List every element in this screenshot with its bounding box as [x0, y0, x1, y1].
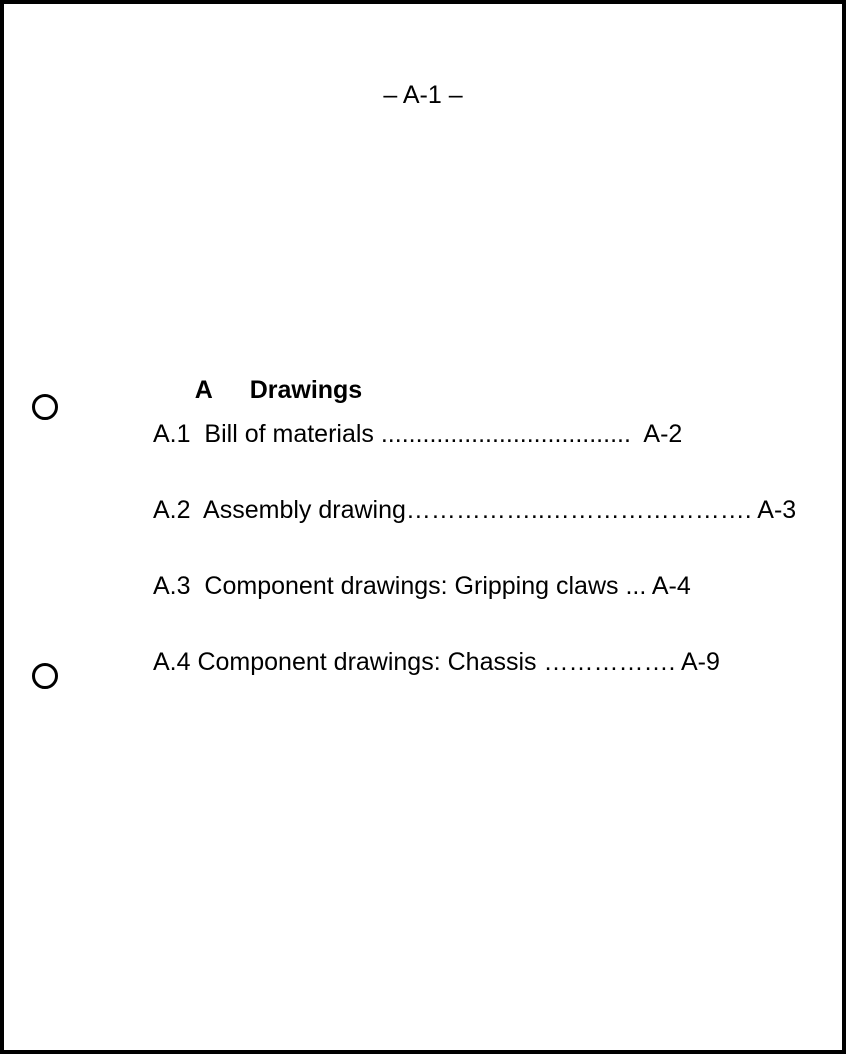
- toc-entry-a1: A.1 Bill of materials .................................... A-2: [153, 420, 683, 448]
- section-title: Drawings: [249, 376, 363, 404]
- page-number: – A-1 –: [383, 81, 463, 109]
- toc-entry-a4: A.4 Component drawings: Chassis ……………. A-9: [153, 648, 720, 676]
- toc-entry-a2: A.2 Assembly drawing……………..……………………. A-3: [153, 496, 797, 524]
- punch-hole-top: [32, 394, 58, 420]
- section-letter: A: [194, 376, 213, 404]
- table-of-contents: [153, 342, 797, 678]
- section-heading: [153, 342, 793, 404]
- punch-hole-bottom: [32, 663, 58, 689]
- toc-entry-a3: A.3 Component drawings: Gripping claws ... A-4: [153, 572, 691, 600]
